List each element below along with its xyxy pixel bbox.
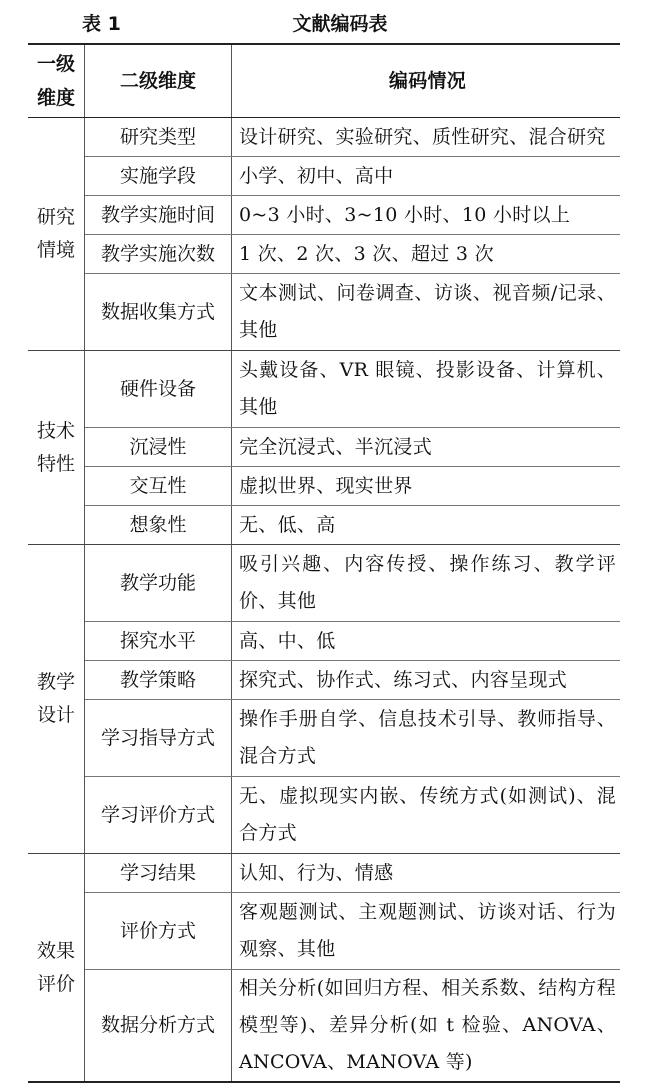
header-coding: 编码情况 <box>232 44 621 118</box>
table-number: 表 1 <box>82 13 121 35</box>
table-row <box>28 506 620 545</box>
coding-cell: 无、低、高 <box>232 506 621 545</box>
header-dimension-1: 一级维度 <box>28 44 85 118</box>
subdimension-cell: 实施学段 <box>85 157 232 196</box>
subdimension-cell: 教学策略 <box>85 661 232 700</box>
coding-cell: 小学、初中、高中 <box>232 157 621 196</box>
subdimension-cell: 想象性 <box>85 506 232 545</box>
table-row <box>28 157 620 196</box>
coding-cell: 文本测试、问卷调查、访谈、视音频/记录、其他 <box>232 274 621 351</box>
table-row <box>28 893 620 970</box>
coding-cell: 无、虚拟现实内嵌、传统方式(如测试)、混合方式 <box>232 777 621 854</box>
table-caption <box>0 6 650 36</box>
dimension-research-context: 研究情境 <box>28 118 85 351</box>
table-row <box>28 235 620 274</box>
table-row <box>28 854 620 893</box>
subdimension-cell: 学习评价方式 <box>85 777 232 854</box>
dimension-tech-features: 技术特性 <box>28 351 85 545</box>
table-row <box>28 777 620 854</box>
table-row <box>28 661 620 700</box>
subdimension-cell: 学习结果 <box>85 854 232 893</box>
subdimension-cell: 研究类型 <box>85 118 232 157</box>
coding-cell: 探究式、协作式、练习式、内容呈现式 <box>232 661 621 700</box>
coding-cell: 完全沉浸式、半沉浸式 <box>232 428 621 467</box>
table-row <box>28 118 620 157</box>
table-row <box>28 351 620 428</box>
coding-cell: 虚拟世界、现实世界 <box>232 467 621 506</box>
coding-cell: 1 次、2 次、3 次、超过 3 次 <box>232 235 621 274</box>
table-header-row <box>28 44 620 118</box>
coding-cell: 设计研究、实验研究、质性研究、混合研究 <box>232 118 621 157</box>
subdimension-cell: 教学功能 <box>85 545 232 622</box>
subdimension-cell: 数据收集方式 <box>85 274 232 351</box>
table-row <box>28 196 620 235</box>
header-dimension-2: 二级维度 <box>85 44 232 118</box>
dimension-teaching-design: 教学设计 <box>28 545 85 854</box>
subdimension-cell: 硬件设备 <box>85 351 232 428</box>
coding-cell: 认知、行为、情感 <box>232 854 621 893</box>
subdimension-cell: 教学实施次数 <box>85 235 232 274</box>
coding-cell: 头戴设备、VR 眼镜、投影设备、计算机、其他 <box>232 351 621 428</box>
table-row <box>28 622 620 661</box>
table-row <box>28 428 620 467</box>
subdimension-cell: 沉浸性 <box>85 428 232 467</box>
table-row <box>28 545 620 622</box>
subdimension-cell: 教学实施时间 <box>85 196 232 235</box>
coding-cell: 吸引兴趣、内容传授、操作练习、教学评价、其他 <box>232 545 621 622</box>
table-row <box>28 700 620 777</box>
coding-cell: 相关分析(如回归方程、相关系数、结构方程模型等)、差异分析(如 t 检验、ANOVA、ANCOVA、MANOVA 等) <box>239 977 616 1073</box>
subdimension-cell: 数据分析方式 <box>85 970 232 1083</box>
subdimension-cell: 探究水平 <box>85 622 232 661</box>
table-title: 文献编码表 <box>292 13 388 35</box>
coding-cell: 0~3 小时、3~10 小时、10 小时以上 <box>232 196 621 235</box>
table-row <box>28 970 620 1083</box>
dimension-effect-evaluation: 效果评价 <box>28 854 85 1083</box>
subdimension-cell: 学习指导方式 <box>85 700 232 777</box>
coding-cell: 高、中、低 <box>232 622 621 661</box>
subdimension-cell: 评价方式 <box>85 893 232 970</box>
subdimension-cell: 交互性 <box>85 467 232 506</box>
coding-cell: 客观题测试、主观题测试、访谈对话、行为观察、其他 <box>232 893 621 970</box>
coding-cell: 操作手册自学、信息技术引导、教师指导、混合方式 <box>232 700 621 777</box>
table-row <box>28 274 620 351</box>
coding-table <box>28 43 620 1083</box>
table-row <box>28 467 620 506</box>
